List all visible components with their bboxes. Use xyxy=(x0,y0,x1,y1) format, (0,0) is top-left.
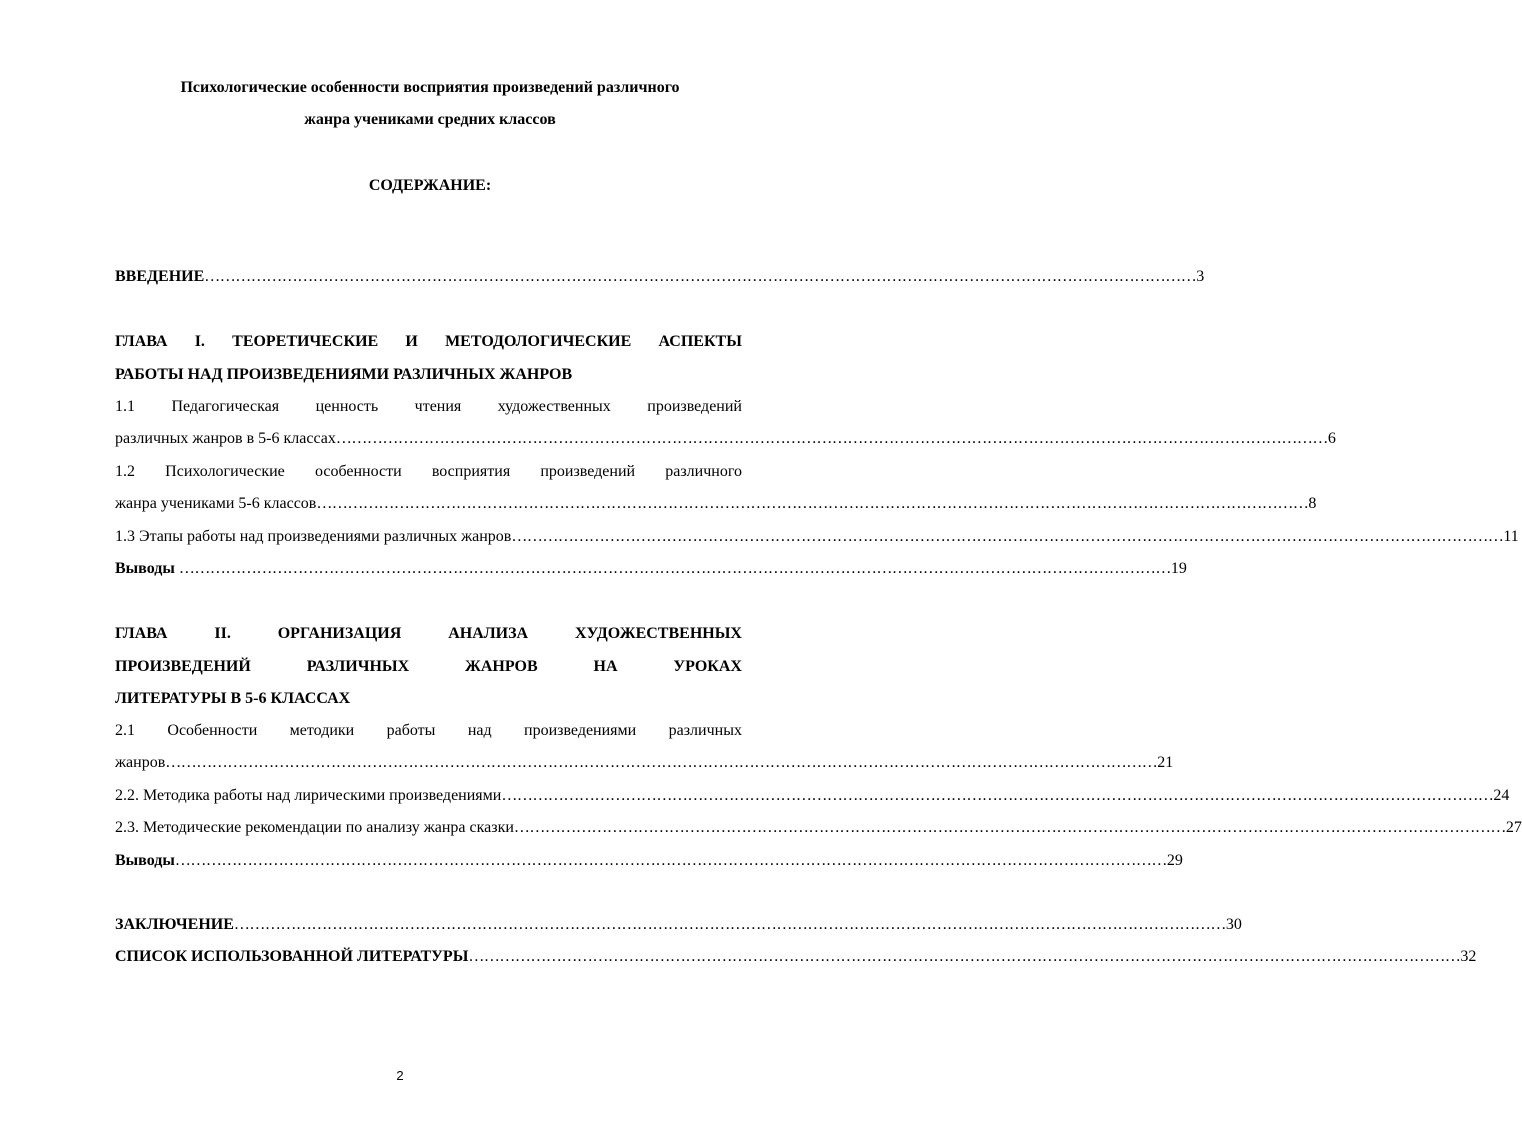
toc-entry-label: ЗАКЛЮЧЕНИЕ xyxy=(115,916,234,933)
toc-entry-label: жанра учениками 5-6 классов xyxy=(115,495,317,512)
entry-word: 2.1 xyxy=(115,722,135,739)
heading-word: РАЗЛИЧНЫХ xyxy=(306,658,410,675)
heading-word: ТЕОРЕТИЧЕСКИЕ xyxy=(232,333,379,350)
heading-word: АНАЛИЗА xyxy=(448,625,529,642)
toc-page-number: 27 xyxy=(1505,819,1522,836)
heading-word: ГЛАВА xyxy=(115,333,168,350)
toc-entry-2-3[interactable] xyxy=(115,817,1522,839)
chapter2-heading-line-2[interactable] xyxy=(115,656,742,678)
toc-page-number: 24 xyxy=(1493,787,1510,804)
toc-page-number: 6 xyxy=(1327,430,1336,447)
toc-page-number: 29 xyxy=(1166,852,1183,869)
entry-word: Педагогическая xyxy=(171,398,280,415)
toc-entry-1-1-line-2[interactable] xyxy=(115,428,1336,450)
entry-word: ценность xyxy=(315,398,379,415)
page-number: 2 xyxy=(396,1068,404,1083)
entry-word: работы xyxy=(386,722,436,739)
toc-entry-label: СПИСОК ИСПОЛЬЗОВАННОЙ ЛИТЕРАТУРЫ xyxy=(115,948,469,965)
entry-word: методики xyxy=(289,722,355,739)
document-title-line-2: жанра учениками средних классов xyxy=(304,111,556,128)
chapter1-heading-line-2[interactable]: РАБОТЫ НАД ПРОИЗВЕДЕНИЯМИ РАЗЛИЧНЫХ ЖАНРОВ xyxy=(115,366,573,383)
heading-word: АСПЕКТЫ xyxy=(658,333,742,350)
toc-leader: ………………………………………………………………………………………………………………………………………………………………………… xyxy=(335,430,1328,447)
toc-leader: ………………………………………………………………………………………………………………………………………………………………………… xyxy=(204,268,1197,285)
toc-entry-label: ВВЕДЕНИЕ xyxy=(115,268,205,285)
document-title-line-1: Психологические особенности восприятия произведений различного xyxy=(180,79,680,96)
toc-page-number: 32 xyxy=(1460,948,1477,965)
toc-entry-conclusion[interactable] xyxy=(115,914,1242,936)
toc-entry-1-2-line-1[interactable] xyxy=(115,461,742,483)
toc-entry-label: 1.3 Этапы работы над произведениями различных жанров xyxy=(115,528,512,545)
toc-entry-1-1-line-1[interactable] xyxy=(115,396,742,418)
entry-word: 1.2 xyxy=(115,463,135,480)
toc-entry-1-3[interactable] xyxy=(115,526,1519,548)
heading-word: ХУДОЖЕСТВЕННЫХ xyxy=(575,625,742,642)
toc-entry-label: Выводы xyxy=(115,852,175,869)
heading-word: НА xyxy=(593,658,618,675)
contents-heading: СОДЕРЖАНИЕ: xyxy=(368,177,492,194)
chapter1-heading-line-1[interactable] xyxy=(115,331,742,353)
entry-word: произведений xyxy=(647,398,742,415)
toc-leader: ………………………………………………………………………………………………………………………………………………………………………… xyxy=(316,495,1309,512)
heading-word: ЖАНРОВ xyxy=(465,658,538,675)
toc-entry-label: различных жанров в 5-6 классах xyxy=(115,430,336,447)
heading-word: И xyxy=(405,333,418,350)
entry-word: произведений xyxy=(540,463,636,480)
entry-word: особенности xyxy=(314,463,402,480)
toc-leader: ………………………………………………………………………………………………………………………………………………………………………… xyxy=(165,754,1158,771)
toc-entry-label: 2.2. Методика работы над лирическими произведениями xyxy=(115,787,502,804)
toc-page-number: 30 xyxy=(1225,916,1242,933)
toc-page-number: 21 xyxy=(1157,754,1174,771)
entry-word: различных xyxy=(668,722,742,739)
toc-leader: ………………………………………………………………………………………………………………………………………………………………………… xyxy=(178,560,1171,577)
toc-leader: ………………………………………………………………………………………………………………………………………………………………………… xyxy=(513,819,1506,836)
toc-leader: ………………………………………………………………………………………………………………………………………………………………………… xyxy=(468,948,1461,965)
heading-word: I. xyxy=(194,333,205,350)
toc-leader: ………………………………………………………………………………………………………………………………………………………………………… xyxy=(501,787,1494,804)
entry-word: над xyxy=(467,722,492,739)
toc-page-number: 3 xyxy=(1196,268,1205,285)
heading-word: УРОКАХ xyxy=(673,658,742,675)
chapter2-heading-line-3[interactable]: ЛИТЕРАТУРЫ В 5-6 КЛАССАХ xyxy=(115,690,351,707)
heading-word: ПРОИЗВЕДЕНИЙ xyxy=(115,658,251,675)
entry-word: Особенности xyxy=(167,722,258,739)
toc-entry-1-2-line-2[interactable] xyxy=(115,493,1317,515)
toc-entry-2-2[interactable] xyxy=(115,785,1510,807)
entry-word: восприятия xyxy=(431,463,511,480)
toc-leader: ………………………………………………………………………………………………………………………………………………………………………… xyxy=(174,852,1167,869)
toc-entry-intro[interactable] xyxy=(115,266,1205,288)
heading-word: ОРГАНИЗАЦИЯ xyxy=(277,625,402,642)
toc-entry-label: 2.3. Методические рекомендации по анализу жанра сказки xyxy=(115,819,514,836)
toc-leader: ………………………………………………………………………………………………………………………………………………………………………… xyxy=(233,916,1226,933)
entry-word: произведениями xyxy=(524,722,637,739)
toc-entry-chapter1-conclusions[interactable] xyxy=(115,558,1187,580)
entry-word: различного xyxy=(665,463,742,480)
heading-word: МЕТОДОЛОГИЧЕСКИЕ xyxy=(445,333,632,350)
heading-word: ГЛАВА xyxy=(115,625,168,642)
entry-word: чтения xyxy=(414,398,462,415)
entry-word: 1.1 xyxy=(115,398,135,415)
chapter2-heading-line-1[interactable] xyxy=(115,623,742,645)
toc-entry-chapter2-conclusions[interactable] xyxy=(115,850,1183,872)
entry-word: Психологические xyxy=(165,463,285,480)
toc-page-number: 19 xyxy=(1170,560,1187,577)
entry-word: художественных xyxy=(497,398,611,415)
toc-entry-2-1-line-2[interactable] xyxy=(115,752,1174,774)
heading-word: II. xyxy=(214,625,231,642)
toc-entry-2-1-line-1[interactable] xyxy=(115,720,742,742)
toc-leader: ………………………………………………………………………………………………………………………………………………………………………… xyxy=(511,528,1504,545)
toc-page-number: 8 xyxy=(1308,495,1317,512)
toc-entry-references[interactable] xyxy=(115,946,1477,968)
toc-page-number: 11 xyxy=(1503,528,1519,545)
toc-entry-label: жанров xyxy=(115,754,166,771)
toc-entry-label: Выводы xyxy=(115,560,175,577)
